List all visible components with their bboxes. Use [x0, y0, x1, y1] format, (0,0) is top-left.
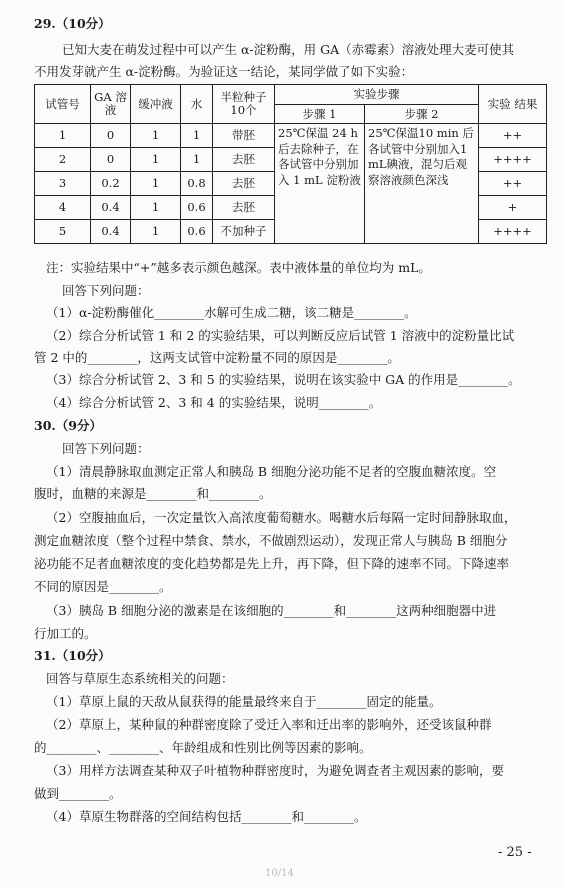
cell-tube: 1 [35, 124, 91, 148]
header-seed: 半粒种子 10个 [213, 85, 275, 124]
cell-seed: 带胚 [213, 124, 275, 148]
experiment-table [34, 84, 547, 244]
cell-buffer: 1 [131, 148, 181, 172]
cell-ga: 0.4 [91, 196, 131, 220]
cell-water: 1 [181, 124, 213, 148]
cell-ga: 0.2 [91, 172, 131, 196]
q29-part4: （4）综合分析试管 2、3 和 4 的实验结果，说明________。 [46, 395, 382, 410]
cell-seed: 不加种子 [213, 220, 275, 244]
cell-result: ++ [479, 172, 547, 196]
header-step2: 步骤 2 [365, 105, 479, 124]
page-number: - 25 - [498, 845, 532, 860]
q31-part1: （1）草原上鼠的天敌从鼠获得的能量最终来自于________固定的能量。 [46, 694, 442, 709]
header-result: 实验 结果 [479, 85, 547, 124]
q30-part3-line1: （3）胰岛 B 细胞分泌的激素是在该细胞的________和________这两种细胞器中进 [46, 603, 497, 618]
header-water: 水 [181, 85, 213, 124]
cell-tube: 3 [35, 172, 91, 196]
q29-intro-line1: 已知大麦在萌发过程中可以产生 α-淀粉酶，用 GA（赤霉素）溶液处理大麦可使其 [62, 42, 515, 57]
q31-part2-line1: （2）草原上，某种鼠的种群密度除了受迁入率和迁出率的影响外，还受该鼠种群 [46, 717, 492, 732]
cell-tube: 5 [35, 220, 91, 244]
q31-heading: 31.（10分） [34, 648, 111, 663]
cell-seed: 去胚 [213, 196, 275, 220]
q30-part3-line2: 行加工的。 [34, 626, 97, 641]
cell-buffer: 1 [131, 196, 181, 220]
header-step1: 步骤 1 [275, 105, 365, 124]
q29-note: 注：实验结果中“+”越多表示颜色越深。表中液体量的单位均为 mL。 [46, 260, 431, 275]
header-ga: GA 溶液 [91, 85, 131, 124]
cell-ga: 0 [91, 148, 131, 172]
q31-part3-line2: 做到________。 [34, 786, 122, 801]
q30-heading: 30.（9分） [34, 418, 102, 433]
q29-part1: （1）α-淀粉酶催化________水解可生成二糖，该二糖是________。 [46, 305, 417, 320]
q30-part2-line1: （2）空腹抽血后，一次定量饮入高浓度葡萄糖水。喝糖水后每隔一定时间静脉取血， [46, 510, 517, 525]
q29-intro-line2: 不用发芽就产生 α-淀粉酶。为验证这一结论，某同学做了如下实验： [34, 64, 414, 79]
cell-tube: 2 [35, 148, 91, 172]
cell-buffer: 1 [131, 172, 181, 196]
cell-seed: 去胚 [213, 172, 275, 196]
cell-result: ++++ [479, 220, 547, 244]
q31-part4: （4）草原生物群落的空间结构包括________和________。 [46, 809, 367, 824]
cell-water: 0.8 [181, 172, 213, 196]
cell-water: 0.6 [181, 196, 213, 220]
q29-part2-line1: （2）综合分析试管 1 和 2 的实验结果，可以判断反应后试管 1 溶液中的淀粉量比试 [46, 328, 515, 343]
q31-part3-line1: （3）用样方法调查某种双子叶植物种群密度时，为避免调查者主观因素的影响，要 [46, 763, 504, 778]
q31-prompt: 回答与草原生态系统相关的问题： [46, 671, 234, 686]
page-footer: 10/14 [265, 868, 294, 879]
q29-heading: 29.（10分） [34, 16, 111, 31]
cell-seed: 去胚 [213, 148, 275, 172]
q29-part3: （3）综合分析试管 2、3 和 5 的实验结果，说明在该实验中 GA 的作用是________。 [46, 372, 521, 387]
header-tube: 试管号 [35, 85, 91, 124]
q30-prompt: 回答下列问题： [62, 441, 150, 456]
cell-result: + [479, 196, 547, 220]
q30-part2-line3: 泌功能不足者血糖浓度的变化趋势都是先上升，再下降，但下降的速率不同。下降速率 [34, 556, 510, 571]
cell-ga: 0 [91, 124, 131, 148]
header-buffer: 缓冲液 [131, 85, 181, 124]
step1-text: 25℃保温 24 h 后去除种子，在各试管中分别加入 1 mL 淀粉液 [275, 124, 365, 244]
q30-part2-line2: 测定血糖浓度（整个过程中禁食、禁水，不做剧烈运动），发现正常人与胰岛 B 细胞分 [34, 533, 508, 548]
q29-part2-line2: 管 2 中的________，这两支试管中淀粉量不同的原因是________。 [34, 350, 400, 365]
header-steps: 实验步骤 [275, 85, 479, 105]
q30-part1-line1: （1）清晨静脉取血测定正常人和胰岛 B 细胞分泌功能不足者的空腹血糖浓度。空 [46, 464, 497, 479]
cell-water: 0.6 [181, 220, 213, 244]
q29-prompt: 回答下列问题： [62, 283, 150, 298]
step2-text: 25℃保温10 min 后各试管中分别加入1 mL碘液，混匀后观察溶液颜色深浅 [365, 124, 479, 244]
q30-part2-line4: 不同的原因是________。 [34, 579, 172, 594]
cell-result: ++++ [479, 148, 547, 172]
cell-tube: 4 [35, 196, 91, 220]
cell-ga: 0.4 [91, 220, 131, 244]
cell-water: 1 [181, 148, 213, 172]
cell-buffer: 1 [131, 124, 181, 148]
cell-buffer: 1 [131, 220, 181, 244]
q30-part1-line2: 腹时，血糖的来源是________和________。 [34, 486, 272, 501]
q31-part2-line2: 的________、________、年龄组成和性别比例等因素的影响。 [34, 740, 372, 755]
cell-result: ++ [479, 124, 547, 148]
